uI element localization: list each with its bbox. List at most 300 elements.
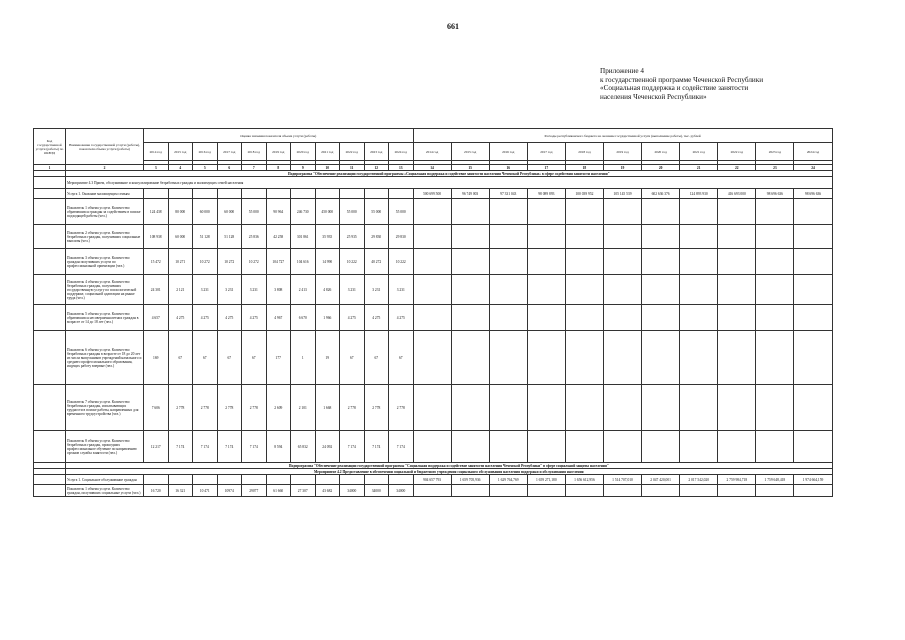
finance-cell: 98 696 636	[794, 189, 832, 199]
finance-cell	[718, 331, 756, 385]
header-volume-year: 2022 год	[340, 143, 365, 161]
volume-cell: 67	[364, 331, 389, 385]
row-code-cell	[34, 475, 66, 485]
finance-cell	[565, 331, 603, 385]
volume-cell: 450 000	[315, 199, 340, 225]
finance-cell: 1 759 648,418	[756, 475, 794, 485]
finance-cell	[489, 385, 527, 431]
page-number: 661	[447, 22, 459, 31]
finance-cell	[756, 385, 794, 431]
volume-cell: 10974	[217, 485, 242, 497]
finance-cell	[794, 249, 832, 275]
column-number-cell: 12	[364, 165, 389, 171]
finance-cell	[451, 225, 489, 249]
finance-cell	[451, 431, 489, 463]
volume-cell	[340, 189, 365, 199]
volume-cell	[340, 475, 365, 485]
volume-cell	[193, 475, 218, 485]
volume-cell: 7 174	[217, 431, 242, 463]
finance-cell: 124 893 930	[680, 189, 718, 199]
finance-cell	[680, 331, 718, 385]
volume-cell	[389, 475, 414, 485]
finance-cell	[565, 275, 603, 305]
column-number-cell: 7	[242, 165, 267, 171]
finance-cell	[794, 275, 832, 305]
row-name-cell: Услуга 1. Социальное обслуживание граждан	[66, 475, 144, 485]
column-number-cell: 2	[66, 165, 144, 171]
volume-cell	[266, 189, 291, 199]
header-finance-year: 2015 год	[451, 143, 489, 161]
finance-cell	[451, 331, 489, 385]
volume-cell: 108 938	[144, 225, 169, 249]
header-finance-year: 2018 год	[565, 143, 603, 161]
column-number-cell: 10	[315, 165, 340, 171]
volume-cell: 4 275	[168, 305, 193, 331]
volume-cell: 60 000	[217, 199, 242, 225]
finance-cell	[527, 485, 565, 497]
services-table	[33, 128, 833, 497]
volume-cell: 55 000	[340, 199, 365, 225]
finance-cell: 1 514 707,010	[603, 475, 641, 485]
volume-cell	[144, 475, 169, 485]
finance-cell	[489, 249, 527, 275]
finance-cell: 98 696 636	[756, 189, 794, 199]
volume-cell: 67	[242, 331, 267, 385]
row-code-cell	[34, 275, 66, 305]
header-volume-year: 2019 год	[266, 143, 291, 161]
finance-cell	[794, 199, 832, 225]
row-code-cell	[34, 385, 66, 431]
volume-cell: 55 000	[242, 199, 267, 225]
finance-cell	[489, 485, 527, 497]
volume-cell: 67	[193, 331, 218, 385]
volume-cell: 24 301	[144, 275, 169, 305]
finance-cell	[603, 305, 641, 331]
volume-cell: 177	[266, 331, 291, 385]
column-number-cell: 3	[144, 165, 169, 171]
volume-cell: 8 594	[266, 431, 291, 463]
column-number-cell: 19	[603, 165, 641, 171]
finance-cell	[718, 275, 756, 305]
appendix-heading	[600, 67, 830, 101]
volume-cell: 3 231	[217, 275, 242, 305]
header-volume-year: 2024 год	[389, 143, 414, 161]
header-finance-year: 2016 год	[489, 143, 527, 161]
header-finance-year: 2020 год	[642, 143, 680, 161]
measure-row	[34, 177, 833, 189]
finance-cell	[756, 485, 794, 497]
volume-cell: 10 222	[340, 249, 365, 275]
column-number-cell: 15	[451, 165, 489, 171]
volume-cell: 14 990	[315, 249, 340, 275]
volume-cell: 3 231	[340, 275, 365, 305]
appendix-line: «Социальная поддержка и содействие занятости	[600, 84, 749, 93]
volume-cell: 12 217	[144, 431, 169, 463]
volume-cell: 3 231	[242, 275, 267, 305]
volume-cell: 2 609	[266, 385, 291, 431]
table-row	[34, 199, 833, 225]
row-code-cell	[34, 199, 66, 225]
volume-cell	[168, 475, 193, 485]
finance-cell	[451, 249, 489, 275]
finance-cell	[794, 305, 832, 331]
volume-cell: 1 668	[315, 385, 340, 431]
finance-cell	[718, 305, 756, 331]
finance-cell	[680, 431, 718, 463]
volume-cell: 67	[340, 331, 365, 385]
volume-cell: 60 000	[168, 225, 193, 249]
volume-cell: 3 808	[266, 275, 291, 305]
row-code-cell	[34, 431, 66, 463]
header-finance-year: 2022 год	[718, 143, 756, 161]
volume-cell: 2 778	[364, 385, 389, 431]
finance-cell	[413, 305, 451, 331]
finance-cell	[451, 385, 489, 431]
finance-cell: 96 749 003	[451, 189, 489, 199]
finance-cell	[413, 275, 451, 305]
finance-cell	[680, 249, 718, 275]
measure-row-code	[34, 177, 66, 189]
row-name-cell: Показатель 1 объема услуги. Количество граждан, получивших социальные услуги (чел.)	[66, 485, 144, 497]
row-name-cell: Показатель 1 объема услуги. Количество обратившихся граждан за содействием в поиске подходящей работы (чел.)	[66, 199, 144, 225]
volume-cell: 3 231	[193, 275, 218, 305]
volume-cell: 1	[291, 331, 316, 385]
finance-cell	[413, 225, 451, 249]
finance-cell	[642, 385, 680, 431]
finance-cell	[680, 275, 718, 305]
appendix-line: к государственной программе Чеченской Республики	[600, 75, 764, 84]
volume-cell	[291, 475, 316, 485]
row-name-cell: Показатель 8 объема услуги. Количество безработных граждан, прошедших профессиональное обучение по направлению органов службы занятости (чел.)	[66, 431, 144, 463]
column-number-cell: 22	[718, 165, 756, 171]
finance-cell	[413, 485, 451, 497]
volume-cell: 55 000	[364, 199, 389, 225]
table-row	[34, 189, 833, 199]
finance-cell	[642, 431, 680, 463]
volume-cell: 43 682	[315, 485, 340, 497]
header-finance-year: 2019 год	[603, 143, 641, 161]
column-number-cell: 18	[565, 165, 603, 171]
header-volume-year: 2015 год	[168, 143, 193, 161]
header-volume-group: Оценка значения показателя объема услуги (работы)	[144, 129, 414, 143]
volume-cell: 2 778	[217, 385, 242, 431]
volume-cell: 104 727	[266, 249, 291, 275]
table-row	[34, 431, 833, 463]
header-finance-year: 2023 год	[756, 143, 794, 161]
volume-cell: 2 121	[168, 275, 193, 305]
row-code-cell	[34, 485, 66, 497]
volume-cell: 301 861	[291, 225, 316, 249]
finance-cell	[527, 225, 565, 249]
volume-cell: 124 438	[144, 199, 169, 225]
volume-cell	[315, 189, 340, 199]
volume-cell: 19	[315, 331, 340, 385]
volume-cell: 10 271	[168, 249, 193, 275]
row-code-cell	[34, 225, 66, 249]
volume-cell: 24 092	[315, 431, 340, 463]
finance-cell	[489, 305, 527, 331]
volume-cell: 40 272	[364, 249, 389, 275]
volume-cell: 29 830	[389, 225, 414, 249]
finance-cell	[489, 331, 527, 385]
volume-cell: 4 275	[193, 305, 218, 331]
volume-cell: 7 174	[340, 431, 365, 463]
column-number-cell: 5	[193, 165, 218, 171]
volume-cell: 1 966	[315, 305, 340, 331]
header-finance-group: Расходы республиканского бюджета на оказание государственной услуги (выполнение работы), тыс. рублей	[413, 129, 832, 143]
finance-cell	[489, 225, 527, 249]
finance-cell	[527, 305, 565, 331]
row-code-cell	[34, 331, 66, 385]
header-row	[34, 129, 833, 143]
header-volume-year: 2023 год	[364, 143, 389, 161]
column-number-cell: 23	[756, 165, 794, 171]
volume-cell: 67	[389, 331, 414, 385]
volume-cell: 29077	[242, 485, 267, 497]
finance-cell	[565, 431, 603, 463]
finance-cell: 1 974 664,159	[794, 475, 832, 485]
program-row-2-text: Подпрограмма "Обеспечение реализации государственной программы "Социальная поддержка и содействие занятости населения Чеченской Республики" в сфере социальной защиты населения"	[66, 463, 833, 469]
column-number-cell: 9	[291, 165, 316, 171]
finance-cell	[680, 225, 718, 249]
header-volume-year: 2020 год	[291, 143, 316, 161]
finance-cell	[565, 199, 603, 225]
finance-cell	[718, 485, 756, 497]
volume-cell: 7 174	[168, 431, 193, 463]
volume-cell: 7 606	[144, 385, 169, 431]
volume-cell: 16 321	[168, 485, 193, 497]
row-name-cell: Показатель 2 объема услуги. Количество безработных граждан, получивших социальные выплаты (чел.)	[66, 225, 144, 249]
finance-cell	[527, 275, 565, 305]
volume-cell	[266, 475, 291, 485]
finance-cell	[642, 249, 680, 275]
volume-cell: 61 660	[266, 485, 291, 497]
volume-cell: 3 231	[389, 275, 414, 305]
table-row	[34, 305, 833, 331]
finance-cell	[718, 225, 756, 249]
header-volume-year: 2018 год	[242, 143, 267, 161]
volume-cell	[217, 475, 242, 485]
volume-cell	[193, 189, 218, 199]
volume-cell: 80 000	[168, 199, 193, 225]
row-code-cell	[34, 305, 66, 331]
volume-cell: 6 670	[291, 305, 316, 331]
volume-cell: 2 778	[389, 385, 414, 431]
column-number-cell: 21	[680, 165, 718, 171]
finance-cell: 97 331 043	[489, 189, 527, 199]
row-name-cell: Показатель 5 объема услуги. Количество обратившихся несовершеннолетних граждан в возрасте от 14 до 18 лет (чел.)	[66, 305, 144, 331]
finance-cell	[603, 225, 641, 249]
volume-cell: 34000	[364, 485, 389, 497]
volume-cell: 4 275	[364, 305, 389, 331]
volume-cell: 10 272	[217, 249, 242, 275]
finance-cell	[718, 199, 756, 225]
volume-cell: 67	[168, 331, 193, 385]
finance-cell	[756, 305, 794, 331]
finance-cell	[565, 225, 603, 249]
finance-cell: 500 699 500	[413, 189, 451, 199]
volume-cell: 2 778	[193, 385, 218, 431]
program-row-text: Подпрограмма "Обеспечение реализации государственной программы «Социальная поддержка и содействие занятости населения Чеченской Республики» в сфере содействия занятости населения"	[66, 171, 833, 177]
finance-cell: 1 629 764,769	[489, 475, 527, 485]
volume-cell: 51 128	[217, 225, 242, 249]
header-finance-year: 2021 год	[680, 143, 718, 161]
finance-cell	[565, 485, 603, 497]
header-finance-year: 2014 год	[413, 143, 451, 161]
volume-cell: 2 778	[340, 385, 365, 431]
volume-cell	[291, 189, 316, 199]
finance-cell	[718, 385, 756, 431]
volume-cell: 4 275	[340, 305, 365, 331]
column-number-cell: 16	[489, 165, 527, 171]
finance-cell	[756, 225, 794, 249]
table-row	[34, 275, 833, 305]
finance-cell	[794, 225, 832, 249]
finance-cell	[489, 275, 527, 305]
volume-cell: 4 826	[315, 275, 340, 305]
finance-cell	[413, 199, 451, 225]
finance-cell	[565, 385, 603, 431]
finance-cell	[642, 331, 680, 385]
header-volume-year: 2014 год	[144, 143, 169, 161]
finance-cell: 98 089 893	[527, 189, 565, 199]
finance-cell	[756, 275, 794, 305]
finance-cell	[603, 385, 641, 431]
volume-cell	[389, 189, 414, 199]
table-row	[34, 225, 833, 249]
row-name-cell: Услуга 1. Оказание малоимущим семьям	[66, 189, 144, 199]
volume-cell: 3 231	[364, 275, 389, 305]
finance-cell: 1 659 271,180	[527, 475, 565, 485]
volume-cell	[168, 189, 193, 199]
column-number-cell: 24	[794, 165, 832, 171]
finance-cell	[603, 275, 641, 305]
finance-cell	[603, 199, 641, 225]
finance-cell: 100 039 952	[565, 189, 603, 199]
finance-cell	[413, 431, 451, 463]
volume-cell	[144, 189, 169, 199]
row-code-cell	[34, 189, 66, 199]
finance-cell: 1 656 612,956	[565, 475, 603, 485]
volume-cell: 4 967	[266, 305, 291, 331]
finance-cell	[680, 385, 718, 431]
volume-cell: 10 272	[242, 249, 267, 275]
finance-cell: 904 657 793	[413, 475, 451, 485]
column-number-cell: 17	[527, 165, 565, 171]
header-finance-year: 2024 год	[794, 143, 832, 161]
column-number-cell: 20	[642, 165, 680, 171]
finance-cell	[756, 249, 794, 275]
volume-cell: 90 964	[266, 199, 291, 225]
volume-cell: 27 307	[291, 485, 316, 497]
finance-cell: 2 047 420,001	[642, 475, 680, 485]
finance-cell	[565, 305, 603, 331]
volume-cell: 25 935	[340, 225, 365, 249]
finance-cell	[527, 431, 565, 463]
finance-cell	[603, 485, 641, 497]
finance-cell	[794, 331, 832, 385]
finance-cell	[451, 305, 489, 331]
finance-cell	[489, 199, 527, 225]
finance-cell	[794, 431, 832, 463]
measure-row-text: Мероприятие 4.3 Прием, обслуживание и консультирование безработных граждан и малоимущих семей населения	[66, 177, 833, 189]
volume-cell: 51 128	[193, 225, 218, 249]
table-row	[34, 331, 833, 385]
volume-cell: 34000	[340, 485, 365, 497]
finance-cell	[451, 275, 489, 305]
volume-cell	[364, 189, 389, 199]
column-number-cell: 11	[340, 165, 365, 171]
finance-cell	[756, 431, 794, 463]
volume-cell: 4 657	[144, 305, 169, 331]
volume-cell: 246 730	[291, 199, 316, 225]
finance-cell	[565, 249, 603, 275]
finance-cell: 2 017 542,020	[680, 475, 718, 485]
finance-cell	[642, 485, 680, 497]
volume-cell: 42 258	[266, 225, 291, 249]
row-code-cell	[34, 249, 66, 275]
finance-cell: 105 145 539	[603, 189, 641, 199]
volume-cell: 55 000	[389, 199, 414, 225]
header-volume-year: 2016 год	[193, 143, 218, 161]
table-row	[34, 485, 833, 497]
finance-cell	[489, 431, 527, 463]
finance-cell	[527, 199, 565, 225]
finance-cell: 416 693 000	[718, 189, 756, 199]
finance-cell	[642, 275, 680, 305]
finance-cell	[718, 249, 756, 275]
volume-cell: 7 174	[364, 431, 389, 463]
finance-cell	[527, 385, 565, 431]
volume-cell: 2 778	[242, 385, 267, 431]
finance-cell: 602 636 376	[642, 189, 680, 199]
finance-cell	[642, 225, 680, 249]
volume-cell	[242, 475, 267, 485]
finance-cell	[527, 331, 565, 385]
appendix-line: населения Чеченской Республики»	[600, 92, 707, 101]
volume-cell: 60 000	[193, 199, 218, 225]
volume-cell: 67	[217, 331, 242, 385]
row-name-cell: Показатель 4 объема услуги. Количество безработных граждан, получивших государственную услугу по психологической поддержке, социальной адаптации на рынке труда (чел.)	[66, 275, 144, 305]
volume-cell: 2 101	[291, 385, 316, 431]
volume-cell: 169	[144, 331, 169, 385]
finance-cell	[603, 331, 641, 385]
finance-cell: 2 759 984,718	[718, 475, 756, 485]
volume-cell	[364, 475, 389, 485]
volume-cell: 35 935	[315, 225, 340, 249]
column-number-cell: 13	[389, 165, 414, 171]
volume-cell: 34000	[389, 485, 414, 497]
column-number-cell: 6	[217, 165, 242, 171]
volume-cell: 2 413	[291, 275, 316, 305]
finance-cell	[413, 331, 451, 385]
finance-cell	[794, 485, 832, 497]
header-finance-year: 2017 год	[527, 143, 565, 161]
column-number-cell: 8	[266, 165, 291, 171]
finance-cell	[680, 305, 718, 331]
finance-cell	[451, 199, 489, 225]
finance-cell	[603, 249, 641, 275]
volume-cell: 15 472	[144, 249, 169, 275]
header-code: Код государственной услуги (работы) по ОКВЭД	[34, 129, 66, 165]
finance-cell	[642, 305, 680, 331]
measure-row-2-text: Мероприятие 4.2 Предоставление в обеспечении социальной и бюджетного учреждения социального обслуживания населения поддержки и обслуживания населения	[66, 469, 833, 475]
finance-cell	[680, 485, 718, 497]
volume-cell: 7 174	[193, 431, 218, 463]
finance-cell	[451, 485, 489, 497]
finance-cell	[413, 249, 451, 275]
finance-cell	[718, 431, 756, 463]
